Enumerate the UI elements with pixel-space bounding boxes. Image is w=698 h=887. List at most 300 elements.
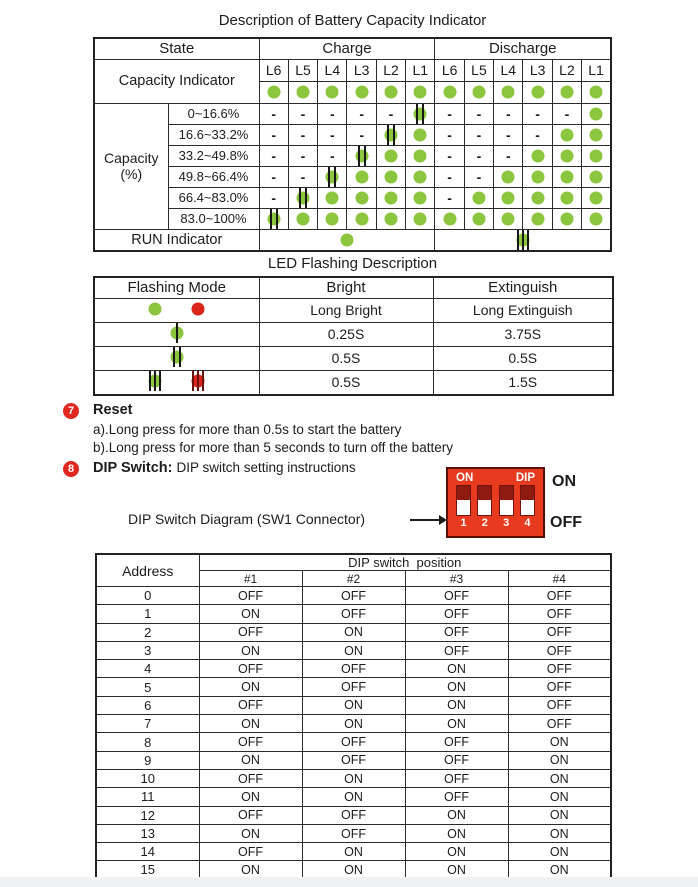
- led-dot-icon: [145, 299, 165, 319]
- led-column-label-cell: L3: [523, 59, 552, 81]
- dip-position-value-cell: OFF: [199, 587, 302, 605]
- dip-position-value-cell: ON: [405, 806, 508, 824]
- led-state-cell: [318, 208, 347, 229]
- dip-position-value-cell: OFF: [405, 769, 508, 787]
- led-header-dot-cell: [435, 81, 464, 103]
- led-state-cell: [464, 103, 493, 124]
- charge-header-cell: Charge: [259, 38, 435, 59]
- capacity-range-cell: 16.6~33.2%: [168, 124, 259, 145]
- dip-position-value-cell: OFF: [405, 733, 508, 751]
- dip-position-value-cell: ON: [405, 824, 508, 842]
- dip-position-value-cell: OFF: [302, 806, 405, 824]
- capacity-range-cell: 33.2~49.8%: [168, 145, 259, 166]
- led-dot-icon: [528, 209, 548, 229]
- dip-side-off-label: OFF: [550, 514, 582, 531]
- discharge-header-cell: Discharge: [435, 38, 611, 59]
- led-dot-icon: [528, 167, 548, 187]
- dip-position-value-cell: ON: [508, 806, 611, 824]
- dip-position-value-cell: OFF: [302, 605, 405, 623]
- led-off-dash: -: [447, 168, 452, 185]
- bright-value-cell: 0.5S: [259, 370, 433, 395]
- led-dot-icon: [557, 209, 577, 229]
- dip-position-value-cell: OFF: [508, 605, 611, 623]
- led-dot-icon: [498, 188, 518, 208]
- dip-position-value-cell: ON: [199, 751, 302, 769]
- led-off-dash: -: [447, 126, 452, 143]
- led-dot-icon: [381, 209, 401, 229]
- led-state-cell: [376, 103, 405, 124]
- led-dot-icon: [322, 188, 342, 208]
- dip-diagram-label: DIP Switch Diagram (SW1 Connector): [128, 511, 366, 527]
- flashing-mode-icons: [167, 347, 187, 367]
- led-dot-icon: [586, 209, 606, 229]
- dip-position-value-cell: ON: [199, 788, 302, 806]
- capacity-percent-label: Capacity: [104, 150, 159, 166]
- led-header-dot-cell: [464, 81, 493, 103]
- led-off-dash: -: [329, 105, 335, 122]
- dip-position-value-cell: OFF: [302, 678, 405, 696]
- led-state-cell: [523, 166, 552, 187]
- address-value-cell: 15: [96, 861, 199, 877]
- dip-position-value-cell: ON: [302, 788, 405, 806]
- flashing-mode-icons: [145, 299, 208, 319]
- dip-subtitle: DIP switch setting instructions: [176, 460, 356, 475]
- led-flash2-icon: [352, 146, 372, 166]
- dip-switch-slot: [520, 485, 535, 516]
- dip-position-group-header-cell: DIP switch position: [199, 554, 611, 571]
- led-off-dash: -: [271, 168, 276, 185]
- address-value-cell: 2: [96, 623, 199, 641]
- dip-position-value-cell: OFF: [405, 641, 508, 659]
- led-dot-icon: [352, 209, 372, 229]
- led-state-cell: [523, 103, 552, 124]
- led-state-cell: [582, 187, 611, 208]
- led-dot-icon: [557, 167, 577, 187]
- led-off-dash: -: [564, 105, 570, 122]
- dip-position-value-cell: OFF: [405, 605, 508, 623]
- led-state-cell: [288, 103, 317, 124]
- led-header-dot-cell: [552, 81, 581, 103]
- dip-position-value-cell: ON: [199, 824, 302, 842]
- bright-value-cell: 0.25S: [259, 322, 433, 346]
- led-off-dash: -: [388, 105, 394, 122]
- dip-title: DIP Switch:: [93, 460, 173, 476]
- led-column-label-cell: L1: [582, 59, 611, 81]
- address-value-cell: 1: [96, 605, 199, 623]
- led-state-cell: [259, 208, 288, 229]
- led-header-dot-cell: [523, 81, 552, 103]
- page-bottom-strip: [0, 877, 698, 887]
- flashing-mode-icons: [145, 371, 208, 391]
- dip-position-value-cell: ON: [405, 678, 508, 696]
- led-rflash3-icon: [188, 371, 208, 391]
- led-flash3-icon: [145, 371, 165, 391]
- dip-position-value-cell: OFF: [508, 587, 611, 605]
- led-state-cell: [406, 103, 435, 124]
- dip-position-value-cell: OFF: [302, 824, 405, 842]
- reset-line-b: b).Long press for more than 5 seconds to turn off the battery: [93, 440, 453, 455]
- led-header-dot-cell: [582, 81, 611, 103]
- led-state-cell: [494, 166, 523, 187]
- dip-position-value-cell: ON: [302, 696, 405, 714]
- dip-position-value-cell: ON: [508, 824, 611, 842]
- led-off-dash: -: [300, 105, 306, 122]
- dip-position-value-cell: OFF: [508, 660, 611, 678]
- led-dot-icon: [293, 209, 313, 229]
- led-off-dash: -: [359, 105, 364, 122]
- flashing-mode-cell: [94, 370, 259, 395]
- extinguish-value-cell: 1.5S: [433, 370, 613, 395]
- dip-position-value-cell: ON: [405, 843, 508, 861]
- dip-position-value-cell: ON: [199, 605, 302, 623]
- capacity-range-cell: 49.8~66.4%: [168, 166, 259, 187]
- led-off-dash: -: [535, 126, 540, 143]
- flashing-table: [93, 276, 614, 396]
- led-state-cell: [464, 187, 493, 208]
- led-dot-icon: [498, 82, 518, 102]
- led-state-cell: [523, 145, 552, 166]
- dip-switch-number: 2: [481, 517, 488, 529]
- address-value-cell: 5: [96, 678, 199, 696]
- led-dot-icon: [440, 82, 460, 102]
- reset-title: Reset: [93, 402, 133, 418]
- dip-switch-slots: [456, 485, 535, 516]
- led-dot-icon: [264, 82, 284, 102]
- led-dot-icon: [469, 209, 489, 229]
- state-header-cell: State: [94, 38, 259, 59]
- led-column-label-cell: L4: [318, 59, 347, 81]
- led-dot-icon: [381, 82, 401, 102]
- dip-position-value-cell: OFF: [199, 769, 302, 787]
- led-state-cell: [435, 103, 464, 124]
- dip-position-value-cell: OFF: [199, 623, 302, 641]
- led-state-cell: [494, 103, 523, 124]
- led-header-dot-cell: [347, 81, 376, 103]
- right-arrow-icon: [410, 519, 440, 521]
- led-state-cell: [318, 187, 347, 208]
- dip-position-value-cell: OFF: [508, 715, 611, 733]
- dip-position-value-cell: OFF: [199, 733, 302, 751]
- led-off-dash: -: [476, 147, 482, 164]
- dip-position-value-cell: ON: [302, 861, 405, 877]
- led-header-dot-cell: [288, 81, 317, 103]
- led-state-cell: [435, 145, 464, 166]
- led-state-cell: [259, 187, 288, 208]
- led-state-cell: [494, 208, 523, 229]
- led-dot-icon: [469, 82, 489, 102]
- dip-number-badge: 8: [63, 461, 79, 477]
- led-dot-icon: [586, 125, 606, 145]
- reset-number-badge: 7: [63, 403, 79, 419]
- led-dot-icon: [557, 146, 577, 166]
- dip-position-value-cell: OFF: [302, 733, 405, 751]
- led-state-cell: [552, 124, 581, 145]
- led-state-cell: [406, 187, 435, 208]
- flashing-mode-cell: [94, 298, 259, 322]
- led-state-cell: [318, 103, 347, 124]
- led-state-cell: [347, 124, 376, 145]
- led-state-cell: [552, 187, 581, 208]
- dip-position-header-cell: #3: [405, 571, 508, 587]
- led-dot-icon: [410, 209, 430, 229]
- led-dot-icon: [498, 209, 518, 229]
- extinguish-value-cell: 0.5S: [433, 346, 613, 370]
- led-state-cell: [552, 166, 581, 187]
- bright-value-cell: 0.5S: [259, 346, 433, 370]
- led-state-cell: [523, 124, 552, 145]
- led-state-cell: [259, 145, 288, 166]
- extinguish-value-cell: Long Extinguish: [433, 298, 613, 322]
- flashing-mode-cell: [94, 322, 259, 346]
- led-dot-icon: [586, 167, 606, 187]
- led-state-cell: [347, 166, 376, 187]
- led-dot-icon: [381, 146, 401, 166]
- dip-position-value-cell: OFF: [508, 641, 611, 659]
- dip-position-value-cell: ON: [199, 861, 302, 877]
- led-off-dash: -: [329, 126, 335, 143]
- address-value-cell: 0: [96, 587, 199, 605]
- extinguish-value-cell: 3.75S: [433, 322, 613, 346]
- dip-switch-number: 3: [503, 517, 510, 529]
- led-off-dash: -: [476, 168, 482, 185]
- led-dot-icon: [528, 188, 548, 208]
- address-value-cell: 14: [96, 843, 199, 861]
- bright-value-cell: Long Bright: [259, 298, 433, 322]
- led-off-dash: -: [271, 147, 276, 164]
- led-dot-icon: [410, 146, 430, 166]
- led-column-label-cell: L5: [288, 59, 317, 81]
- led-flash1-icon: [167, 323, 187, 343]
- led-dot-icon: [440, 209, 460, 229]
- led-off-dash: -: [300, 126, 306, 143]
- led-state-cell: [406, 208, 435, 229]
- dip-position-header-cell: #1: [199, 571, 302, 587]
- dip-position-value-cell: ON: [508, 733, 611, 751]
- dip-position-value-cell: ON: [405, 696, 508, 714]
- dip-position-value-cell: OFF: [199, 843, 302, 861]
- led-dot-icon: [557, 125, 577, 145]
- led-off-dash: -: [535, 105, 540, 122]
- dip-position-value-cell: OFF: [405, 751, 508, 769]
- led-state-cell: [552, 145, 581, 166]
- led-state-cell: [494, 145, 523, 166]
- dip-heading: [93, 460, 356, 476]
- led-header-dot-cell: [406, 81, 435, 103]
- led-dot-icon: [410, 82, 430, 102]
- dip-position-value-cell: ON: [302, 623, 405, 641]
- led-state-cell: [582, 124, 611, 145]
- led-flash2-icon: [167, 347, 187, 367]
- dip-position-value-cell: ON: [302, 641, 405, 659]
- led-state-cell: [464, 208, 493, 229]
- led-state-cell: [318, 166, 347, 187]
- dip-position-value-cell: ON: [199, 715, 302, 733]
- dip-switch-number: 4: [524, 517, 531, 529]
- led-dot-icon: [557, 188, 577, 208]
- address-value-cell: 12: [96, 806, 199, 824]
- led-state-cell: [435, 166, 464, 187]
- dip-position-value-cell: ON: [508, 843, 611, 861]
- led-off-dash: -: [271, 189, 276, 206]
- led-dot-icon: [557, 82, 577, 102]
- dip-position-value-cell: OFF: [199, 696, 302, 714]
- led-dot-icon: [410, 125, 430, 145]
- led-dot-icon: [586, 82, 606, 102]
- led-header-dot-cell: [376, 81, 405, 103]
- led-state-cell: [347, 187, 376, 208]
- led-state-cell: [582, 103, 611, 124]
- led-header-dot-cell: [494, 81, 523, 103]
- led-off-dash: -: [476, 126, 482, 143]
- led-dot-icon: [528, 146, 548, 166]
- dip-position-value-cell: ON: [508, 769, 611, 787]
- flashing-header-cell: Bright: [259, 277, 433, 298]
- led-column-label-cell: L2: [552, 59, 581, 81]
- led-dot-icon: [352, 82, 372, 102]
- dip-position-value-cell: ON: [508, 861, 611, 877]
- dip-position-value-cell: OFF: [302, 587, 405, 605]
- led-off-dash: -: [300, 147, 306, 164]
- led-state-cell: [406, 166, 435, 187]
- led-state-cell: [582, 208, 611, 229]
- led-state-cell: [406, 145, 435, 166]
- led-state-cell: [523, 208, 552, 229]
- led-dot-icon: [586, 104, 606, 124]
- led-off-dash: -: [359, 126, 364, 143]
- dip-position-value-cell: ON: [302, 843, 405, 861]
- led-flash3-icon: [513, 230, 533, 250]
- led-flash2-icon: [322, 167, 342, 187]
- led-off-dash: -: [447, 105, 452, 122]
- led-dot-icon: [381, 167, 401, 187]
- capacity-indicator-label-cell: Capacity Indicator: [94, 59, 259, 103]
- dip-position-value-cell: OFF: [405, 788, 508, 806]
- led-state-cell: [259, 124, 288, 145]
- dip-position-value-cell: OFF: [302, 751, 405, 769]
- address-table: [95, 553, 612, 877]
- address-value-cell: 8: [96, 733, 199, 751]
- led-state-cell: [464, 145, 493, 166]
- led-flash2-icon: [293, 188, 313, 208]
- address-value-cell: 9: [96, 751, 199, 769]
- dip-position-value-cell: ON: [508, 751, 611, 769]
- led-state-cell: [435, 124, 464, 145]
- capacity-percent-label: (%): [120, 166, 143, 182]
- flashing-header-cell: Extinguish: [433, 277, 613, 298]
- dip-switch-numbers: [456, 517, 535, 529]
- dip-position-value-cell: OFF: [405, 587, 508, 605]
- dip-switch-slot: [477, 485, 492, 516]
- led-dot-icon: [410, 188, 430, 208]
- led-state-cell: [347, 103, 376, 124]
- dip-switch-number: 1: [460, 517, 467, 529]
- led-column-label-cell: L6: [259, 59, 288, 81]
- address-header-cell: Address: [96, 554, 199, 587]
- flashing-header-cell: Flashing Mode: [94, 277, 259, 298]
- flashing-mode-icons: [167, 323, 187, 343]
- dip-switch-diagram: [446, 467, 545, 538]
- address-value-cell: 10: [96, 769, 199, 787]
- address-value-cell: 7: [96, 715, 199, 733]
- led-dot-icon: [586, 146, 606, 166]
- led-off-dash: -: [329, 147, 335, 164]
- dip-side-on-label: ON: [552, 473, 576, 490]
- led-state-cell: [347, 208, 376, 229]
- run-charge-cell: [259, 229, 435, 251]
- led-state-cell: [464, 166, 493, 187]
- led-state-cell: [288, 166, 317, 187]
- led-state-cell: [582, 166, 611, 187]
- capacity-table-title: Description of Battery Capacity Indicator: [218, 12, 487, 29]
- led-flash2-icon: [264, 209, 284, 229]
- led-dot-icon: [586, 188, 606, 208]
- dip-position-value-cell: OFF: [508, 696, 611, 714]
- led-dot-icon: [322, 209, 342, 229]
- dip-position-header-cell: #4: [508, 571, 611, 587]
- led-dot-icon: [528, 82, 548, 102]
- led-state-cell: [435, 208, 464, 229]
- led-state-cell: [318, 124, 347, 145]
- led-off-dash: -: [505, 126, 511, 143]
- capacity-table: [93, 37, 612, 252]
- capacity-range-cell: 83.0~100%: [168, 208, 259, 229]
- dip-position-value-cell: OFF: [405, 623, 508, 641]
- led-state-cell: [464, 124, 493, 145]
- address-value-cell: 3: [96, 641, 199, 659]
- led-state-cell: [552, 103, 581, 124]
- dip-switch-slot: [456, 485, 471, 516]
- led-state-cell: [552, 208, 581, 229]
- led-column-label-cell: L1: [406, 59, 435, 81]
- led-state-cell: [406, 124, 435, 145]
- flashing-table-title: LED Flashing Description: [267, 255, 438, 272]
- dip-position-value-cell: OFF: [302, 660, 405, 678]
- led-state-cell: [494, 187, 523, 208]
- dip-position-value-cell: ON: [405, 861, 508, 877]
- led-state-cell: [435, 187, 464, 208]
- led-header-dot-cell: [318, 81, 347, 103]
- led-flash2-icon: [381, 125, 401, 145]
- reset-line-a: a).Long press for more than 0.5s to start the battery: [93, 422, 402, 437]
- capacity-range-cell: 66.4~83.0%: [168, 187, 259, 208]
- led-off-dash: -: [271, 105, 276, 122]
- dip-position-value-cell: ON: [405, 660, 508, 678]
- led-column-label-cell: L6: [435, 59, 464, 81]
- led-dot-icon: [352, 167, 372, 187]
- led-state-cell: [523, 187, 552, 208]
- led-dot-icon: [498, 167, 518, 187]
- led-off-dash: -: [271, 126, 276, 143]
- dip-position-value-cell: ON: [508, 788, 611, 806]
- led-state-cell: [288, 208, 317, 229]
- address-value-cell: 6: [96, 696, 199, 714]
- led-off-dash: -: [505, 105, 511, 122]
- led-state-cell: [259, 103, 288, 124]
- dip-position-value-cell: OFF: [508, 678, 611, 696]
- led-dot-icon: [381, 188, 401, 208]
- led-state-cell: [288, 145, 317, 166]
- led-state-cell: [288, 187, 317, 208]
- led-column-label-cell: L4: [494, 59, 523, 81]
- led-state-cell: [376, 208, 405, 229]
- dip-position-value-cell: ON: [199, 641, 302, 659]
- led-column-label-cell: L3: [347, 59, 376, 81]
- flashing-mode-cell: [94, 346, 259, 370]
- led-dot-icon: [322, 82, 342, 102]
- address-value-cell: 4: [96, 660, 199, 678]
- run-indicator-label-cell: RUN Indicator: [94, 229, 259, 251]
- led-state-cell: [376, 187, 405, 208]
